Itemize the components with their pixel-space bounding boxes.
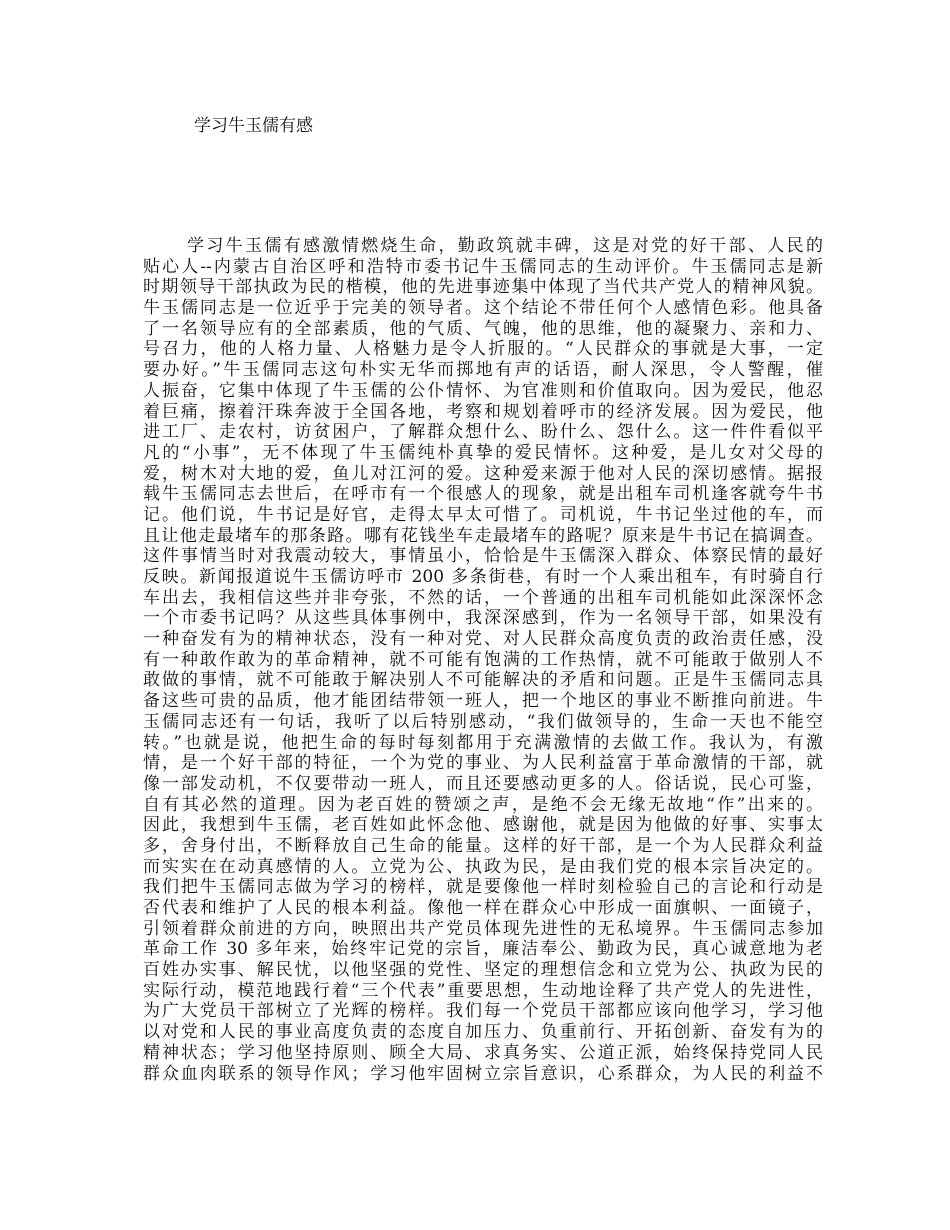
body-line: 学习牛玉儒有感激情燃烧生命，勤政筑就丰碑，这是对党的好干部、人民的	[187, 236, 823, 256]
body-line: 否代表和维护了人民的根本利益。像他一样在群众心中形成一面旗帜、一面镜子，	[143, 898, 823, 918]
body-line: 车出去，我相信这些并非夸张，不然的话，一个普通的出租车司机能如此深深怀念	[143, 587, 823, 608]
body-line: 记。他们说，牛书记是好官，走得太早太可惜了。司机说，牛书记坐过他的车，而	[143, 504, 823, 525]
body-line: 着巨痛，擦着汗珠奔波于全国各地，考察和规划着呼市的经济发展。因为爱民，他	[143, 401, 823, 422]
body-line: 实际行动，模范地践行着“三个代表”重要思想，生动地诠释了共产党人的先进性，	[143, 980, 823, 1001]
document-body	[143, 236, 823, 1084]
body-line: 了一名领导应有的全部素质，他的气质、气魄，他的思维，他的凝聚力、亲和力、	[143, 318, 823, 339]
body-line: 凡的“小事”，无不体现了牛玉儒纯朴真挚的爱民情怀。这种爱，是儿女对父母的	[143, 442, 823, 463]
body-line: 要办好。”牛玉儒同志这句朴实无华而掷地有声的话语，耐人深思，令人警醒，催	[143, 360, 823, 381]
body-line: 情，是一个好干部的特征，一个为党的事业、为人民利益富于革命激情的干部，就	[143, 753, 823, 774]
body-line: 牛玉儒同志是一位近乎于完美的领导者。这个结论不带任何个人感情色彩。他具备	[143, 298, 823, 319]
body-line: 革命工作 30 多年来，始终牢记党的宗旨，廉洁奉公、勤政为民，真心诚意地为老	[143, 939, 823, 960]
body-line: 时期领导干部执政为民的楷模，他的先进事迹集中体现了当代共产党人的精神风貌。	[143, 277, 823, 298]
body-line: 贴心人--内蒙古自治区呼和浩特市委书记牛玉儒同志的生动评价。牛玉儒同志是新	[143, 256, 823, 277]
body-line: 玉儒同志还有一句话，我听了以后特别感动，“我们做领导的，生命一天也不能空	[143, 711, 823, 732]
body-line: 多，舍身付出，不断释放自己生命的能量。这样的好干部，是一个为人民群众利益	[143, 835, 823, 856]
body-line: 引领着群众前进的方向，映照出共产党员体现先进性的无私境界。牛玉儒同志参加	[143, 918, 823, 939]
body-line: 群众血肉联系的领导作风；学习他牢固树立宗旨意识，心系群众，为人民的利益不	[143, 1063, 823, 1084]
body-line: 转。”也就是说，他把生命的每时每刻都用于充满激情的去做工作。我认为，有激	[143, 732, 823, 753]
body-line: 有一种敢作敢为的革命精神，就不可能有饱满的工作热情，就不可能敢于做别人不	[143, 649, 823, 670]
body-line: 反映。新闻报道说牛玉儒访呼市 200 多条街巷，有时一个人乘出租车，有时骑自行	[143, 567, 823, 587]
body-line: 一个市委书记吗？从这些具体事例中，我深深感到，作为一名领导干部，如果没有	[143, 608, 823, 629]
body-line: 精神状态；学习他坚持原则、顾全大局、求真务实、公道正派，始终保持党同人民	[143, 1042, 823, 1063]
body-line: 号召力，他的人格力量、人格魅力是令人折服的。“人民群众的事就是大事，一定	[143, 339, 823, 360]
body-line: 自有其必然的道理。因为老百姓的赞颂之声，是绝不会无缘无故地“作”出来的。	[143, 794, 823, 815]
body-line: 而实实在在动真感情的人。立党为公、执政为民，是由我们党的根本宗旨决定的。	[143, 856, 823, 877]
body-line: 这件事情当时对我震动较大，事情虽小，恰恰是牛玉儒深入群众、体察民情的最好	[143, 546, 823, 567]
body-line: 因此，我想到牛玉儒，老百姓如此怀念他、感谢他，就是因为他做的好事、实事太	[143, 815, 823, 836]
body-line: 备这些可贵的品质，他才能团结带领一班人，把一个地区的事业不断推向前进。牛	[143, 691, 823, 712]
body-line: 百姓办实事、解民忧，以他坚强的党性、坚定的理想信念和立党为公、执政为民的	[143, 960, 823, 981]
body-line: 像一部发动机，不仅要带动一班人，而且还要感动更多的人。俗话说，民心可鉴，	[143, 773, 823, 794]
document-title: 学习牛玉儒有感	[194, 116, 313, 136]
body-line: 人振奋，它集中体现了牛玉儒的公仆情怀、为官准则和价值取向。因为爱民，他忍	[143, 380, 823, 401]
body-line: 以对党和人民的事业高度负责的态度自加压力、负重前行、开拓创新、奋发有为的	[143, 1022, 823, 1043]
body-line: 我们把牛玉儒同志做为学习的榜样，就是要像他一样时刻检验自己的言论和行动是	[143, 877, 823, 898]
body-line: 且让他走最堵车的那条路。哪有花钱坐车走最堵车的路呢？原来是牛书记在搞调查。	[143, 525, 823, 546]
body-line: 为广大党员干部树立了光辉的榜样。我们每一个党员干部都应该向他学习，学习他	[143, 1001, 823, 1022]
body-line: 敢做的事情，就不可能敢于解决别人不可能解决的矛盾和问题。正是牛玉儒同志具	[143, 670, 823, 691]
body-line: 载牛玉儒同志去世后，在呼市有一个很感人的现象，就是出租车司机逢客就夸牛书	[143, 484, 823, 505]
body-line: 一种奋发有为的精神状态，没有一种对党、对人民群众高度负责的政治责任感，没	[143, 629, 823, 650]
body-line: 爱，树木对大地的爱，鱼儿对江河的爱。这种爱来源于他对人民的深切感情。据报	[143, 463, 823, 484]
body-line: 进工厂、走农村，访贫困户，了解群众想什么、盼什么、怨什么。这一件件看似平	[143, 422, 823, 443]
